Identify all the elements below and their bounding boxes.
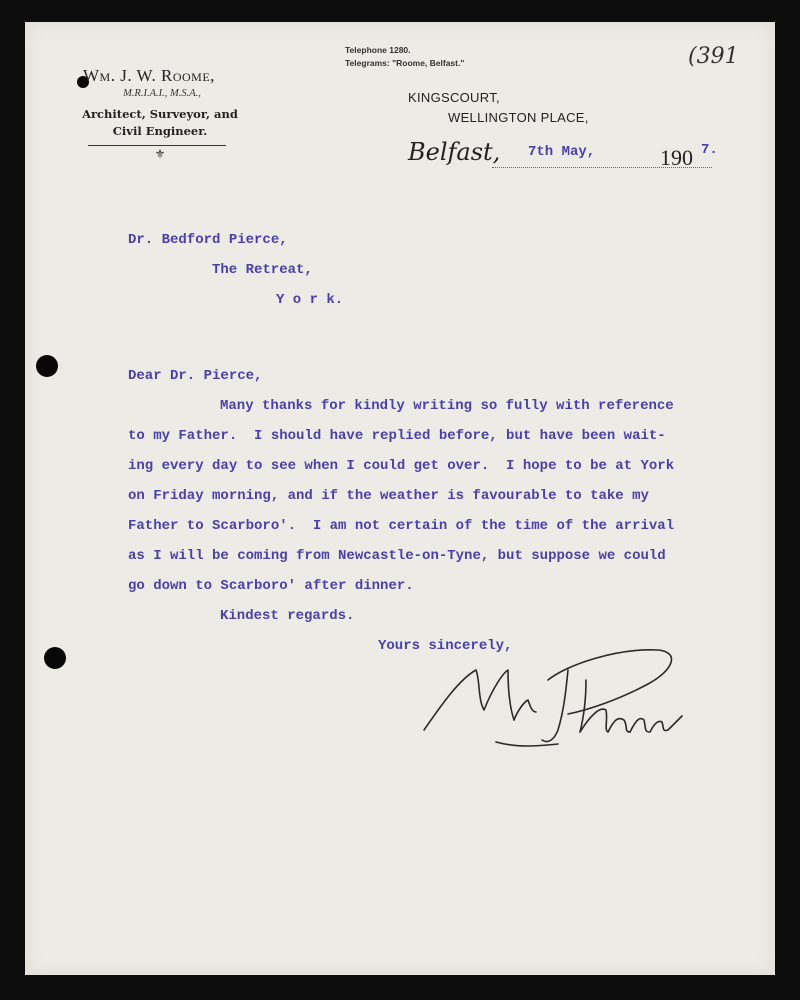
year-digit: 7. <box>701 142 718 158</box>
body-line-7: go down to Scarboro' after dinner. <box>128 578 414 594</box>
body-line-5: Father to Scarboro'. I am not certain of the time of the arrival <box>128 518 675 534</box>
closing-remark: Kindest regards. <box>220 608 355 624</box>
body-line-3: ing every day to see when I could get over. I hope to be at York <box>128 458 675 474</box>
letterhead-address-line1: KINGSCOURT, <box>408 90 500 105</box>
punch-hole-middle <box>36 355 58 377</box>
recipient-line-3: Y o r k. <box>276 292 344 308</box>
year-prefix: 190 <box>660 145 693 170</box>
letterhead-profession-line2: Civil Engineer. <box>112 124 208 138</box>
letterhead-qualifications: M.R.I.A.I., M.S.A., <box>123 88 201 99</box>
recipient-line-1: Dr. Bedford Pierce, <box>128 232 288 248</box>
reference-annotation: (391 <box>688 44 739 69</box>
letterhead-telegrams: Telegrams: "Roome, Belfast." <box>345 58 465 68</box>
letterhead-address-line2: WELLINGTON PLACE, <box>448 110 589 125</box>
letterhead-name: Wm. J. W. Roome, <box>83 66 215 85</box>
body-line-2: to my Father. I should have replied before, but have been wait- <box>128 428 666 444</box>
body-line-1: Many thanks for kindly writing so fully with reference <box>220 398 674 414</box>
letterhead-contact <box>345 44 464 70</box>
letterhead-city: Belfast, <box>408 138 501 166</box>
recipient-line-2: The Retreat, <box>212 262 313 278</box>
ornament-icon: ⚜ <box>154 147 166 161</box>
body-line-4: on Friday morning, and if the weather is favourable to take my <box>128 488 649 504</box>
letterhead-telephone: Telephone 1280. <box>345 45 411 55</box>
letterhead-rule <box>88 145 226 146</box>
letter-date: 7th May, <box>528 144 596 160</box>
letterhead-profession <box>0 106 320 140</box>
salutation: Dear Dr. Pierce, <box>128 368 263 384</box>
body-line-6: as I will be coming from Newcastle-on-Tyne, but suppose we could <box>128 548 666 564</box>
letterhead-profession-line1: Architect, Surveyor, and <box>82 107 238 121</box>
signature <box>418 640 698 760</box>
valediction: Yours sincerely, <box>378 638 513 654</box>
punch-hole-bottom <box>44 647 66 669</box>
